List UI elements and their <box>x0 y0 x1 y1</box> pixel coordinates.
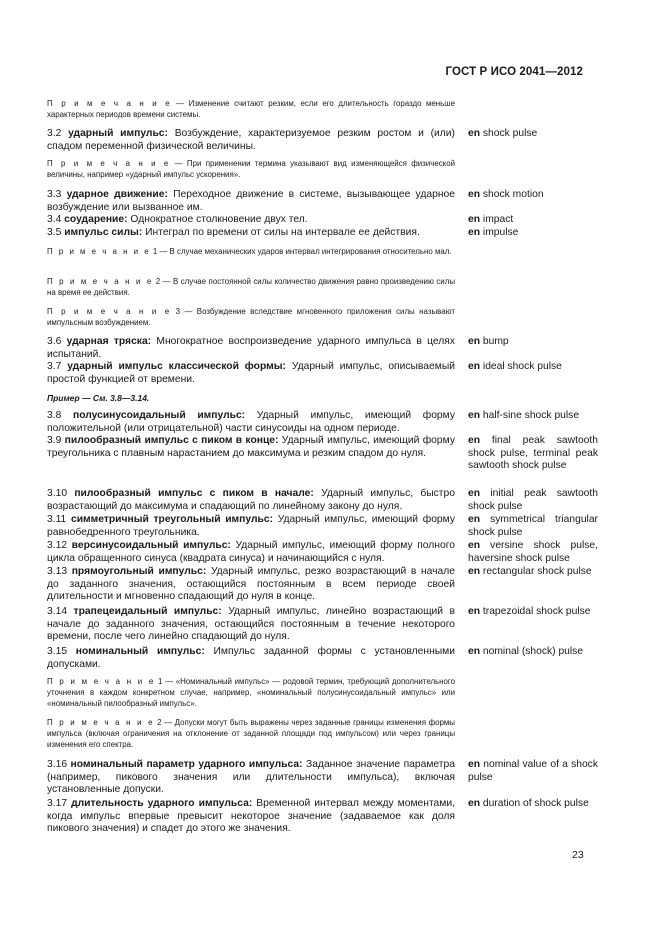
term-definition: Переходное движение в системе, вызывающее ударное возбуждение или вызванное им. <box>47 189 455 213</box>
note <box>47 717 611 750</box>
term-name: симметричный треугольный импульс: <box>70 514 274 525</box>
term-number: 3.3 <box>47 189 62 200</box>
english-equivalent: nominal value of a shock pulse <box>468 759 598 783</box>
term-number: 3.6 <box>47 336 62 347</box>
term-name: длительность ударного импульса: <box>71 798 253 809</box>
term-definition: Ударный импульс, имеющий форму полного цикла обращенного синуса (квадрата синуса) и начинающийся с нуля. <box>47 540 455 564</box>
term-name: прямоугольный импульс: <box>71 566 207 577</box>
term-definition: Многократное воспроизведение ударного импульса в целях испытаний. <box>47 336 455 360</box>
english-equivalent: nominal (shock) pulse <box>482 646 584 657</box>
note-number: 3 <box>175 307 180 316</box>
term-entry-3-8: 3.8 полусинусоидальный импульс: Ударный импульс, имеющий форму положительной (или отрицательной) части синусоиды на одном периоде. en half-sine shock pulse <box>47 410 580 434</box>
note-text: — Допуски могут быть выражены через заданные границы изменения формы импульса (включая ограничения на отклонение от заданной площади под импульсом) или через границы изменения его спектра. <box>47 718 455 749</box>
term-entry-3-9: 3.9 пилообразный импульс с пиком в конце: Ударный импульс, имеющий форму треугольника с плавным нарастанием до максимума и резким спадом до нуля. en final peak sawtooth shock pulse, terminal peak sawtooth shock pulse <box>47 435 598 472</box>
term-number: 3.10 <box>47 488 68 499</box>
term-name: номинальный импульс: <box>75 646 205 657</box>
note-label: П р и м е ч а н и е <box>47 247 151 256</box>
note <box>47 158 611 180</box>
note-text: — В случае постоянной силы количество движения равно произведению силы на время ее действия. <box>47 277 455 297</box>
page-number: 23 <box>572 849 584 861</box>
note <box>47 676 611 709</box>
english-equivalent: bump <box>482 336 509 347</box>
english-equivalent: final peak sawtooth shock pulse, terminal peak sawtooth shock pulse <box>468 435 598 472</box>
term-number: 3.9 <box>47 435 62 446</box>
note-text: — При применении термина указывают вид изменяющейся физической величины, например «ударный импульс ускорения». <box>47 159 455 179</box>
term-entry-3-5: 3.5 импульс силы: Интеграл по времени от силы на интервале ее действия. en impulse <box>47 227 519 238</box>
term-name: пилообразный импульс с пиком в конце: <box>64 435 279 446</box>
term-name: соударение: <box>64 214 128 225</box>
note-number: 1 <box>152 247 158 256</box>
term-name: полусинусоидальный импульс: <box>72 410 246 421</box>
term-name: версинусоидальный импульс: <box>71 540 231 551</box>
term-entry-3-7: 3.7 ударный импульс классической формы: Ударный импульс, описываемый простой функцией от времени. en ideal shock pulse <box>47 361 562 385</box>
note-label: П р и м е ч а н и е <box>47 307 172 316</box>
term-definition: Импульс заданной формы с установленными допусками. <box>47 646 455 670</box>
term-entry-3-17: 3.17 длительность ударного импульса: Временной интервал между моментами, когда импульс впервые превысит некоторое значение (задаваемое как доля пикового значения) и спадет до этого же значения. en duration of shock pulse <box>47 798 589 835</box>
example-text: Пример — См. 3.8—3.14. <box>47 393 150 403</box>
term-name: ударное движение: <box>66 189 168 200</box>
term-number: 3.17 <box>47 798 68 809</box>
term-name: импульс силы: <box>64 227 143 238</box>
term-number: 3.13 <box>47 566 68 577</box>
note-label: П р и м е ч а н и е <box>47 159 171 168</box>
note <box>47 276 611 298</box>
note <box>47 246 611 257</box>
english-equivalent: shock motion <box>482 189 544 200</box>
term-name: ударный импульс: <box>68 128 168 139</box>
english-equivalent: duration of shock pulse <box>482 798 589 809</box>
term-entry-3-16: 3.16 номинальный параметр ударного импульса: Заданное значение параметра (например, пикового значения или длительности импульса), включая установленные допуски. en nominal value of a shock pulse <box>47 759 598 796</box>
note-text: — Изменение считают резким, если его длительность гораздо меньше характерных периодов времени системы. <box>47 99 455 119</box>
term-number: 3.4 <box>47 214 62 225</box>
term-number: 3.14 <box>47 606 68 617</box>
note-number: 2 <box>157 718 162 727</box>
note <box>47 306 611 328</box>
note-text: — «Номинальный импульс» — родовой термин, требующий дополнительного уточнения в каждом конкретном случае, например, «номинальный полусинусоидальный импульс» или «номинальный пилообразный импульс». <box>47 677 456 708</box>
term-definition: Временной интервал между моментами, когда импульс впервые превысит некоторое значение (задаваемое как доля пикового значения) и спадет до этого же значения. <box>47 798 455 835</box>
term-name: трапецеидальный импульс: <box>73 606 222 617</box>
term-number: 3.2 <box>47 128 62 139</box>
term-name: номинальный параметр ударного импульса: <box>70 759 303 770</box>
term-number: 3.8 <box>47 410 62 421</box>
note <box>47 98 611 120</box>
term-number: 3.12 <box>47 540 68 551</box>
english-equivalent: symmetrical triangular shock pulse <box>468 514 598 538</box>
term-entry-3-10: 3.10 пилообразный импульс с пиком в начале: Ударный импульс, быстро возрастающий до максимума и спадающий по линейному закону до нуля. en initial peak sawtooth shock pulse <box>47 488 598 512</box>
term-definition: Ударный импульс, имеющий форму положительной (или отрицательной) части синусоиды на одном периоде. <box>47 410 455 434</box>
page-header: ГОСТ Р ИСО 2041—2012 <box>445 66 583 78</box>
note-label: П р и м е ч а н и е <box>47 677 156 686</box>
note-number: 2 <box>155 277 161 286</box>
term-definition: Ударный импульс, имеющий форму треугольника с плавным нарастанием до максимума и резким спадом до нуля. <box>47 435 455 459</box>
note-label: П р и м е ч а н и е <box>47 99 172 108</box>
english-equivalent: impulse <box>482 227 519 238</box>
term-number: 3.16 <box>47 759 68 770</box>
term-definition: Заданное значение параметра (например, пикового значения или длительности импульса), включая установленные допуски. <box>47 759 455 796</box>
term-definition: Ударный импульс, линейно возрастающий в начале до заданного значения, остающийся постоянным в течение некоторого времени, после чего линейно спадающий до нуля. <box>47 606 455 643</box>
term-definition: Ударный импульс, описываемый простой функцией от времени. <box>47 361 455 385</box>
term-definition: Интеграл по времени от силы на интервале ее действия. <box>145 227 420 238</box>
term-entry-3-2: 3.2 ударный импульс: Возбуждение, характеризуемое резким ростом и (или) спадом переменной физической величины. en shock pulse <box>47 128 538 152</box>
note-label: П р и м е ч а н и е <box>47 718 155 727</box>
term-name: ударный импульс классической формы: <box>67 361 286 372</box>
english-equivalent: impact <box>482 214 514 225</box>
term-definition: Ударный импульс, имеющий форму равнобедренного треугольника. <box>47 514 455 538</box>
term-entry-3-6: 3.6 ударная тряска: Многократное воспроизведение ударного импульса в целях испытаний. en bump <box>47 336 509 360</box>
english-equivalent: trapezoidal shock pulse <box>482 606 591 617</box>
english-equivalent: versine shock pulse, haversine shock pulse <box>468 540 598 564</box>
term-number: 3.5 <box>47 227 62 238</box>
term-definition: Однократное столкновение двух тел. <box>130 214 308 225</box>
example <box>47 393 611 404</box>
english-equivalent: ideal shock pulse <box>482 361 562 372</box>
term-definition: Ударный импульс, резко возрастающий в начале до заданного значения, остающийся постоянным в всем периоде своей длительности и мгновенно спадающий до нуля в конце. <box>47 566 455 603</box>
term-entry-3-12: 3.12 версинусоидальный импульс: Ударный импульс, имеющий форму полного цикла обращенного синуса (квадрата синуса) и начинающийся с нуля. en versine shock pulse, haversine shock pulse <box>47 540 598 564</box>
term-number: 3.15 <box>47 646 68 657</box>
term-entry-3-3: 3.3 ударное движение: Переходное движение в системе, вызывающее ударное возбуждение или вызванное им. en shock motion <box>47 189 544 213</box>
term-number: 3.7 <box>47 361 62 372</box>
note-number: 1 <box>158 677 163 686</box>
english-equivalent: half-sine shock pulse <box>482 410 580 421</box>
term-entry-3-14: 3.14 трапецеидальный импульс: Ударный импульс, линейно возрастающий в начале до заданного значения, остающийся постоянным в течение некоторого времени, после чего линейно спадающий до нуля. en trapezoidal shock pulse <box>47 606 591 643</box>
term-definition: Возбуждение, характеризуемое резким ростом и (или) спадом переменной физической величины. <box>47 128 455 152</box>
term-definition: Ударный импульс, быстро возрастающий до максимума и спадающий по линейному закону до нуля. <box>47 488 455 512</box>
term-number: 3.11 <box>47 514 67 525</box>
english-equivalent: rectangular shock pulse <box>482 566 592 577</box>
term-entry-3-11: 3.11 симметричный треугольный импульс: Ударный импульс, имеющий форму равнобедренного треугольника. en symmetrical triangular shock pulse <box>47 514 598 538</box>
english-equivalent: initial peak sawtooth shock pulse <box>468 488 598 512</box>
term-name: ударная тряска: <box>66 336 152 347</box>
term-name: пилообразный импульс с пиком в начале: <box>74 488 314 499</box>
term-entry-3-13: 3.13 прямоугольный импульс: Ударный импульс, резко возрастающий в начале до заданного значения, остающийся постоянным в всем периоде своей длительности и мгновенно спадающий до нуля в конце. en rectangular shock pulse <box>47 566 592 603</box>
english-equivalent: shock pulse <box>482 128 538 139</box>
note-text: — Возбуждение вследствие мгновенного приложения силы называют импульсным возбуждением. <box>47 307 455 327</box>
note-label: П р и м е ч а н и е <box>47 277 154 286</box>
term-entry-3-15: 3.15 номинальный импульс: Импульс заданной формы с установленными допусками. en nominal (shock) pulse <box>47 646 584 670</box>
note-text: — В случае механических ударов интервал интегрирования относительно мал. <box>159 247 452 256</box>
term-entry-3-4: 3.4 соударение: Однократное столкновение двух тел. en impact <box>47 214 514 225</box>
